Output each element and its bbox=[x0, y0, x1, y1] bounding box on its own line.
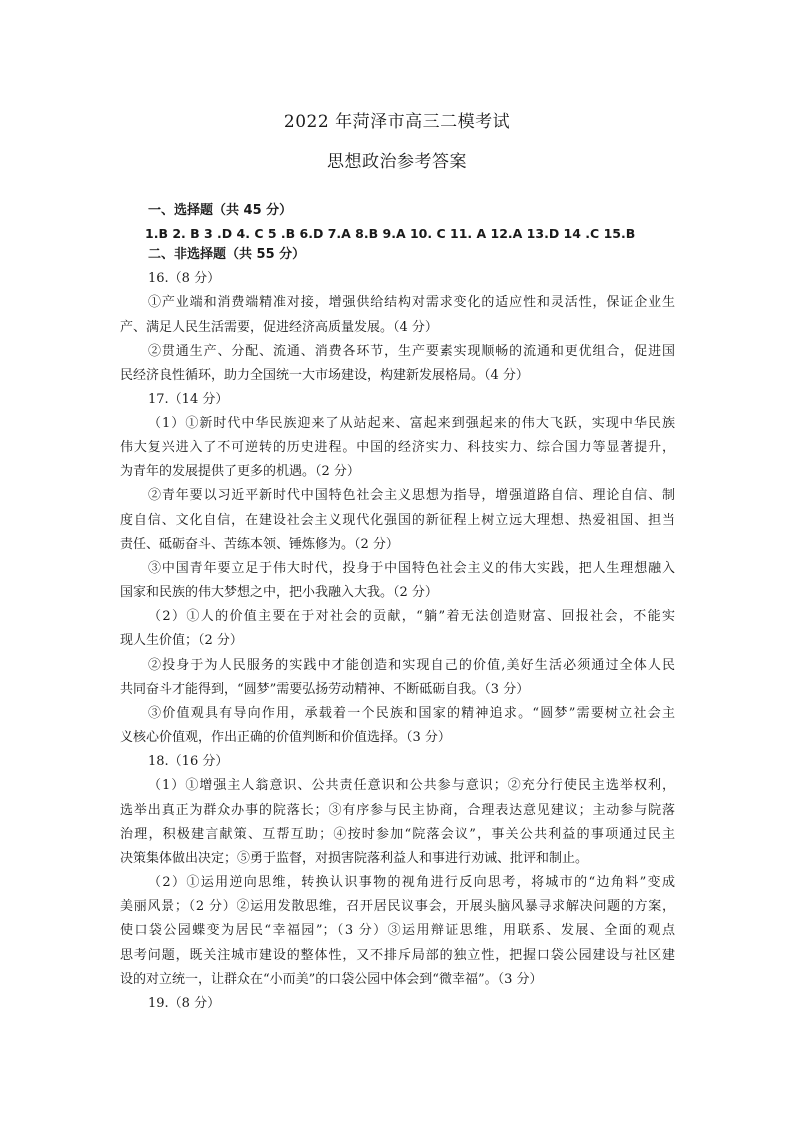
text-line: ②投身于为人民服务的实践中才能创造和实现自己的价值,美好生活必须通过全体人民 bbox=[148, 658, 675, 673]
text-line: 现人生价值；（2 分） bbox=[120, 633, 243, 648]
text-line: 为青年的发展提供了更多的机遇。（2 分） bbox=[120, 464, 360, 479]
text-line: 伟大复兴进入了不可逆转的历史进程。中国的经济实力、科技实力、综合国力等显著提升， bbox=[120, 440, 675, 455]
text-line: （1）①增强主人翁意识、公共责任意识和公共参与意识；②充分行使民主选举权利， bbox=[148, 778, 675, 793]
text-line: 责任、砥砺奋斗、苦练本领、锤炼修为。（2 分） bbox=[120, 537, 399, 552]
text-line: （1）①新时代中华民族迎来了从站起来、富起来到强起来的伟大飞跃，实现中华民族 bbox=[148, 416, 675, 431]
text-line: 度自信、文化自信，在建设社会主义现代化强国的新征程上树立远大理想、热爱祖国、担当 bbox=[120, 513, 675, 528]
text-line: 使口袋公园蝶变为居民“幸福园”；（3 分）③运用辩证思维，用联系、发展、全面的观点 bbox=[120, 923, 675, 938]
page-title: 2022 年菏泽市高三二模考试 bbox=[283, 112, 511, 132]
text-line: 产、满足人民生活需要，促进经济高质量发展。（4 分） bbox=[120, 320, 438, 335]
choice-answers: 1.B 2. B 3 .D 4. C 5 .B 6.D 7.A 8.B 9.A 10. C 11. A 12.A 13.D 14 .C 15.B bbox=[145, 226, 636, 241]
text-line: 治理，积极建言献策、互帮互助；④按时参加“院落会议”，事关公共利益的事项通过民主 bbox=[120, 827, 675, 842]
text-line: 国家和民族的伟大梦想之中，把小我融入大我。（2 分） bbox=[120, 585, 438, 600]
text-line: ③价值观具有导向作用，承载着一个民族和国家的精神追求。“圆梦”需要树立社会主 bbox=[148, 706, 675, 721]
text-line: 决策集体做出决定；⑤勇于监督，对损害院落利益人和事进行劝诫、批评和制止。 bbox=[120, 851, 589, 866]
text-line: （2）①运用逆向思维，转换认识事物的视角进行反向思考，将城市的“边角料”变成 bbox=[148, 875, 675, 890]
question-heading-19: 19.（8 分） bbox=[148, 996, 221, 1011]
text-line: 义核心价值观，作出正确的价值判断和价值选择。（3 分） bbox=[120, 730, 451, 745]
text-line: 共同奋斗才能得到，“圆梦”需要弘扬劳动精神、不断砥砺自我。（3 分） bbox=[120, 682, 530, 697]
question-heading-17: 17.（14 分） bbox=[148, 392, 229, 407]
text-line: ①产业端和消费端精准对接，增强供给结构对需求变化的适应性和灵活性，保证企业生 bbox=[148, 295, 675, 310]
text-line: （2）①人的价值主要在于对社会的贡献，“躺”着无法创造财富、回报社会，不能实 bbox=[148, 609, 675, 624]
question-heading-16: 16.（8 分） bbox=[148, 271, 221, 286]
section-heading-choice: 一、选择题（共 45 分） bbox=[148, 203, 293, 218]
text-line: 选举出真正为群众办事的院落长；③有序参与民主协商，合理表达意见建议；主动参与院落 bbox=[120, 803, 675, 818]
page-subtitle: 思想政治参考答案 bbox=[327, 152, 467, 172]
text-line: ②贯通生产、分配、流通、消费各环节，生产要素实现顺畅的流通和更优组合，促进国 bbox=[148, 344, 675, 359]
text-line: 民经济良性循环，助力全国统一大市场建设，构建新发展格局。（4 分） bbox=[120, 368, 529, 383]
text-line: 美丽风景；（2 分）②运用发散思维，召开居民议事会，开展头脑风暴寻求解决问题的方案， bbox=[120, 899, 675, 914]
text-line: 设的对立统一，让群众在“小而美”的口袋公园中体会到“微幸福”。（3 分） bbox=[120, 972, 543, 987]
question-heading-18: 18.（16 分） bbox=[148, 754, 229, 769]
section-heading-nonchoice: 二、非选择题（共 55 分） bbox=[148, 247, 306, 262]
text-line: ②青年要以习近平新时代中国特色社会主义思想为指导，增强道路自信、理论自信、制 bbox=[148, 488, 675, 503]
text-line: 思考问题，既关注城市建设的整体性，又不排斥局部的独立性，把握口袋公园建设与社区建 bbox=[120, 948, 675, 963]
text-line: ③中国青年要立足于伟大时代，投身于中国特色社会主义的伟大实践，把人生理想融入 bbox=[148, 561, 675, 576]
